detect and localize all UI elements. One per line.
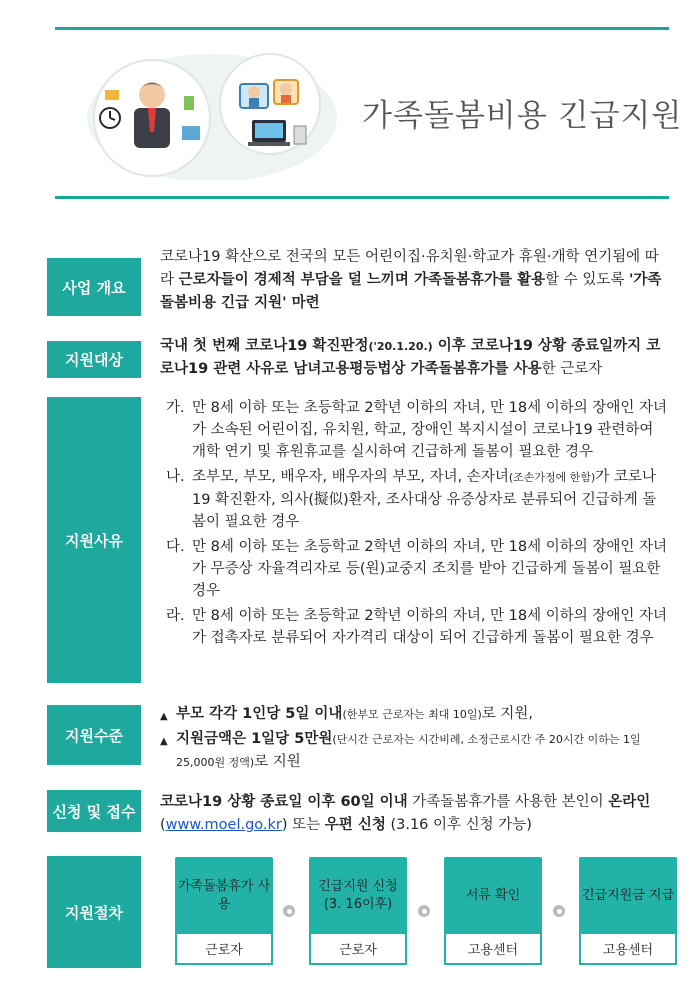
apply-t1: 코로나19 상황 종료일 이후 60일 이내 [160,794,408,810]
reason-item [166,397,670,463]
target-text [160,335,670,381]
level-b1-small: (한부모 근로자는 최대 10일) [342,708,482,721]
section-label-procedure: 지원절차 [47,856,141,968]
level-bullet-2 [160,728,670,774]
step-actor: 고용센터 [444,934,542,965]
level-bullet-1 [160,703,670,728]
section-label-apply: 신청 및 접수 [47,790,141,832]
reason-text-b: (조손가정에 한함) [508,471,596,484]
overview-t3: 할 수 있도록 [545,272,629,288]
level-b1-rest: 로 지원, [481,706,534,722]
reason-item [166,466,670,533]
reason-text: 만 8세 이하 또는 초등학교 2학년 이하의 자녀, 만 18세 이하의 장애인 자녀가 소속된 어린이집, 유치원, 학교, 장애인 복지시설이 코로나19 관련하여 개학 연기 및 휴원휴교를 실시하여 긴급하게 돌봄이 필요한 경우 [192,400,668,460]
apply-t5: ) 또는 [281,817,325,833]
reason-text-c: 가 코로나19 확진환자, 의사(擬似)환자, 조사대상 유증상자로 분류되어 긴급하게 돌봄이 필요한 경우 [192,469,657,530]
apply-t2: 가족돌봄휴가를 사용한 본인이 [407,794,609,810]
reason-mark: 나. [166,469,185,485]
procedure-step [309,857,407,967]
overview-t1: 코로나19 확산으로 전국의 모든 어린이집·유치원·학교가 휴원·개학 연기됨에 따라 [160,249,659,288]
target-t3: 이후 코로나19 상황 종료일까지 코로나19 관련 사유로 남녀고용평등법상 가족돌봄휴가를 사용 [160,338,661,377]
step-actor: 근로자 [175,934,273,965]
step-title: 긴급지원금 지급 [579,857,677,934]
procedure-step [175,857,273,967]
apply-t6: 우편 신청 [324,817,386,833]
procedure-steps [175,857,675,969]
section-label-overview: 사업 개요 [47,258,141,316]
procedure-step [579,857,677,967]
target-t4: 한 근로자 [541,361,603,377]
top-rule [55,27,669,30]
step-title: 가족돌봄휴가 사용 [175,857,273,934]
reason-text [192,466,670,533]
reason-list [166,397,670,652]
reason-mark: 라. [166,608,185,624]
section-label-reason: 지원사유 [47,397,141,683]
reason-mark: 가. [166,400,185,416]
overview-t4: '가족돌봄비용 긴급 지원' 마련 [160,272,662,311]
overview-text [160,246,670,315]
procedure-step [444,857,542,967]
level-b2-small: (단시간 근로자는 시간비례, 소정근로시간 주 20시간 이하는 1일 25,000원 정액) [176,733,641,769]
step-title: 긴급지원 신청 (3. 16이후) [309,857,407,934]
header-bottom-rule [55,196,669,199]
step-arrow-icon [283,905,295,917]
step-title: 서류 확인 [444,857,542,934]
reason-text: 만 8세 이하 또는 초등학교 2학년 이하의 자녀, 만 18세 이하의 장애인 자녀가 무증상 자율격리자로 등(원)교중지 조치를 받아 긴급하게 돌봄이 필요한 경우 [192,539,668,599]
reason-text-a: 조부모, 부모, 배우자, 배우자의 부모, 자녀, 손자녀 [192,469,509,485]
apply-t7: (3.16 이후 신청 가능) [385,817,532,833]
page-title: 가족돌봄비용 긴급지원 [362,98,683,134]
step-arrow-icon [553,905,565,917]
section-label-target: 지원대상 [47,341,141,378]
reason-text: 만 8세 이하 또는 초등학교 2학년 이하의 자녀, 만 18세 이하의 장애인 자녀가 접촉자로 분류되어 자가격리 대상이 되어 긴급하게 돌봄이 필요한 경우 [192,608,668,646]
overview-t2: 근로자들이 경제적 부담을 덜 느끼며 가족돌봄휴가를 활용 [178,272,546,288]
reason-item [166,605,670,649]
target-t2: ('20.1.20.) [368,340,433,353]
apply-t3: 온라인 [608,794,651,810]
hero-illustration [72,40,342,180]
level-b2-rest: 로 지원 [254,754,301,770]
level-b2-bold: 지원금액은 1일당 5만원 [176,731,333,747]
apply-t4: ( [160,817,166,833]
section-label-level: 지원수준 [47,705,141,765]
triangle-bullet-icon: ▲ [160,736,168,747]
level-text [160,703,670,774]
apply-text [160,791,670,837]
reason-item [166,536,670,602]
level-b1-bold: 부모 각각 1인당 5일 이내 [176,706,343,722]
step-arrow-icon [418,905,430,917]
reason-mark: 다. [166,539,185,555]
target-t1: 국내 첫 번째 코로나19 확진판정 [160,338,369,354]
step-actor: 근로자 [309,934,407,965]
triangle-bullet-icon: ▲ [160,711,168,722]
moel-link[interactable]: www.moel.go.kr [165,817,282,833]
step-actor: 고용센터 [579,934,677,965]
